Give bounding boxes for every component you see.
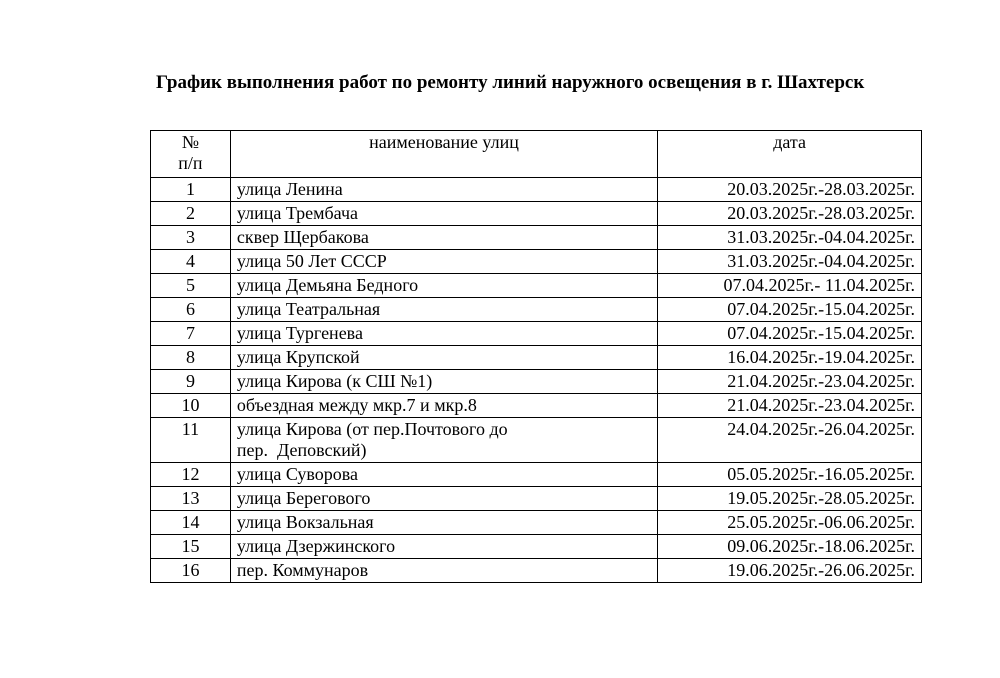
row-number: 4 xyxy=(151,250,231,274)
row-street: пер. Коммунаров xyxy=(230,559,657,583)
row-street: улица Кирова (к СШ №1) xyxy=(230,370,657,394)
row-street: улица 50 Лет СССР xyxy=(230,250,657,274)
row-street: улица Тургенева xyxy=(230,322,657,346)
row-date: 09.06.2025г.-18.06.2025г. xyxy=(658,535,922,559)
row-street: улица Крупской xyxy=(230,346,657,370)
table-row xyxy=(151,535,922,559)
row-date: 07.04.2025г.-15.04.2025г. xyxy=(658,298,922,322)
row-street-line-2: пер. Деповский) xyxy=(236,440,367,460)
table-row xyxy=(151,226,922,250)
document-title: График выполнения работ по ремонту линий наружного освещения в г. Шахтерск xyxy=(156,72,865,93)
row-street-multiline xyxy=(230,418,657,463)
row-street: улица Театральная xyxy=(230,298,657,322)
row-date: 07.04.2025г.- 11.04.2025г. xyxy=(658,274,922,298)
table-row xyxy=(151,298,922,322)
table-row xyxy=(151,322,922,346)
row-number: 16 xyxy=(151,559,231,583)
row-number: 13 xyxy=(151,487,231,511)
row-number: 10 xyxy=(151,394,231,418)
table-row xyxy=(151,418,922,463)
table-row xyxy=(151,463,922,487)
row-number: 12 xyxy=(151,463,231,487)
row-number: 15 xyxy=(151,535,231,559)
row-street: объездная между мкр.7 и мкр.8 xyxy=(230,394,657,418)
header-number-abbr: п/п xyxy=(178,153,203,173)
row-street: улица Ленина xyxy=(230,178,657,202)
schedule-table xyxy=(150,130,922,583)
row-date: 21.04.2025г.-23.04.2025г. xyxy=(658,370,922,394)
table-row xyxy=(151,202,922,226)
row-number: 3 xyxy=(151,226,231,250)
table-row xyxy=(151,370,922,394)
row-number: 11 xyxy=(151,418,231,463)
row-date: 19.05.2025г.-28.05.2025г. xyxy=(658,487,922,511)
table-row xyxy=(151,394,922,418)
table-row xyxy=(151,559,922,583)
table-row xyxy=(151,178,922,202)
row-date: 07.04.2025г.-15.04.2025г. xyxy=(658,322,922,346)
header-date: дата xyxy=(658,131,922,178)
table-row xyxy=(151,274,922,298)
row-street: улица Трембача xyxy=(230,202,657,226)
row-street-line-1: улица Кирова (от пер.Почтового до xyxy=(236,419,508,439)
table-row xyxy=(151,250,922,274)
row-street: улица Дзержинского xyxy=(230,535,657,559)
row-number: 5 xyxy=(151,274,231,298)
row-street: сквер Щербакова xyxy=(230,226,657,250)
row-number: 2 xyxy=(151,202,231,226)
row-street: улица Демьяна Бедного xyxy=(230,274,657,298)
row-number: 6 xyxy=(151,298,231,322)
row-date: 16.04.2025г.-19.04.2025г. xyxy=(658,346,922,370)
row-number: 7 xyxy=(151,322,231,346)
row-date: 24.04.2025г.-26.04.2025г. xyxy=(658,418,922,463)
row-date: 25.05.2025г.-06.06.2025г. xyxy=(658,511,922,535)
row-date: 20.03.2025г.-28.03.2025г. xyxy=(658,202,922,226)
row-street: улица Берегового xyxy=(230,487,657,511)
row-date: 20.03.2025г.-28.03.2025г. xyxy=(658,178,922,202)
table-header-row xyxy=(151,131,922,178)
row-date: 31.03.2025г.-04.04.2025г. xyxy=(658,250,922,274)
row-number: 9 xyxy=(151,370,231,394)
row-date: 21.04.2025г.-23.04.2025г. xyxy=(658,394,922,418)
table-row xyxy=(151,346,922,370)
row-number: 8 xyxy=(151,346,231,370)
row-date: 05.05.2025г.-16.05.2025г. xyxy=(658,463,922,487)
row-street: улица Суворова xyxy=(230,463,657,487)
table-row xyxy=(151,487,922,511)
row-number: 14 xyxy=(151,511,231,535)
row-date: 19.06.2025г.-26.06.2025г. xyxy=(658,559,922,583)
header-number xyxy=(151,131,231,178)
row-number: 1 xyxy=(151,178,231,202)
table-row xyxy=(151,511,922,535)
row-date: 31.03.2025г.-04.04.2025г. xyxy=(658,226,922,250)
row-street: улица Вокзальная xyxy=(230,511,657,535)
header-number-symbol: № xyxy=(181,132,200,152)
header-street-name: наименование улиц xyxy=(230,131,657,178)
